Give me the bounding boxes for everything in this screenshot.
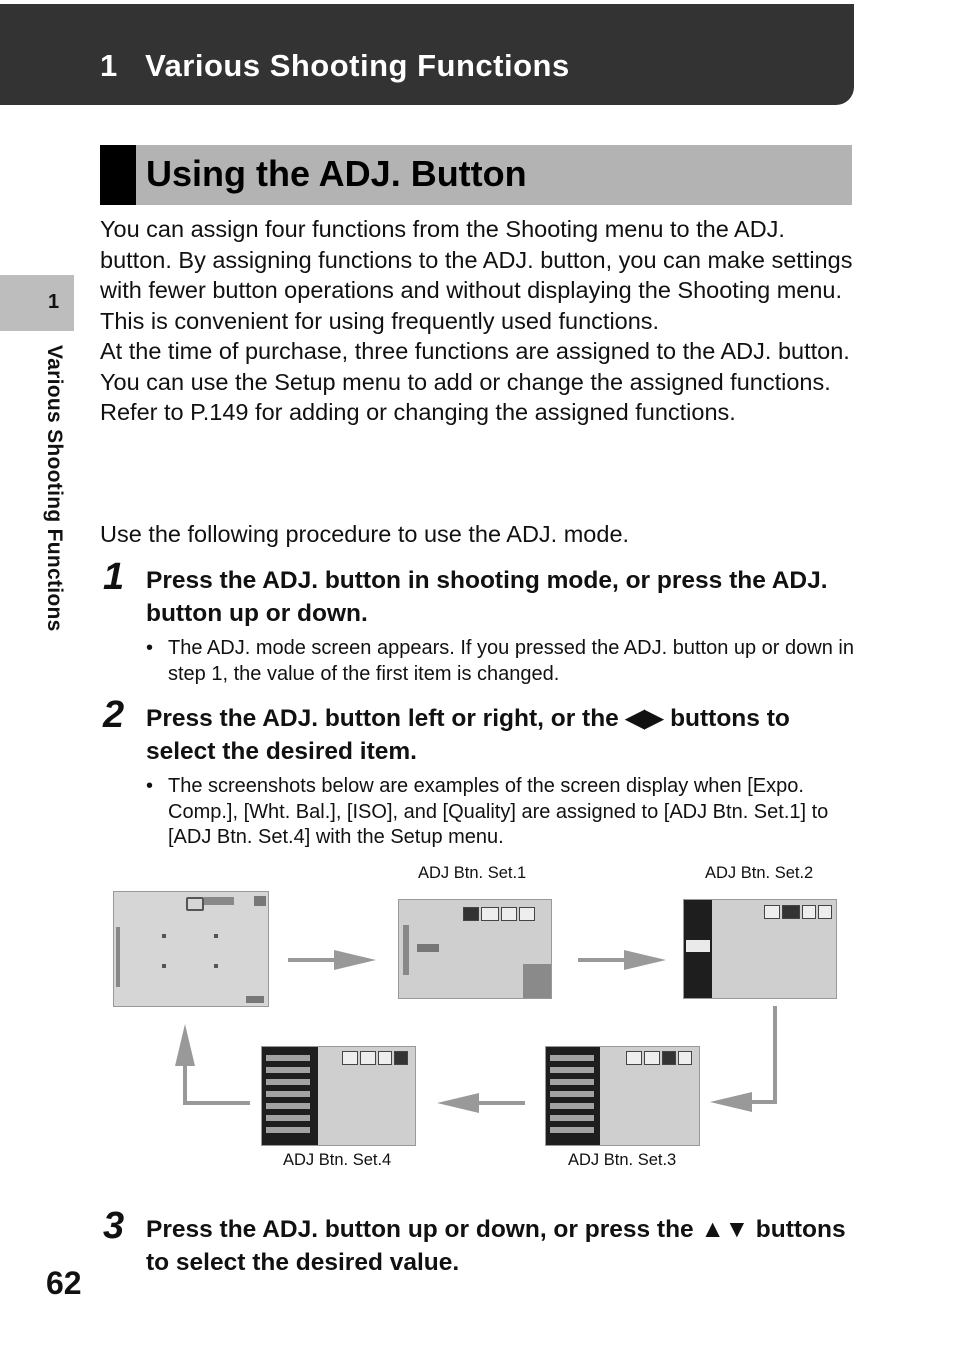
step-1-bullet: The ADJ. mode screen appears. If you pressed the ADJ. button up or down in step 1, the value of the first item is changed. [168, 637, 854, 685]
section-title: Using the ADJ. Button [146, 153, 527, 194]
caption-set-3: ADJ Btn. Set.3 [568, 1151, 677, 1169]
arrow-left [437, 1093, 525, 1113]
chapter-title: 1 Various Shooting Functions [100, 48, 570, 83]
step-3-text: Press the ADJ. button up or down, or press the ▲▼ buttons to select the desired value. [146, 1216, 846, 1276]
arrow-up [175, 1024, 250, 1103]
step-2-bullet: The screenshots below are examples of the screen display when [Expo. Comp.], [Wht. Bal.], [ISO], and [Quality] are assigned to [ADJ Btn. Set.1] to [ADJ Btn. Set.4] with the Setup menu. [168, 775, 829, 848]
step-2-number: 2 [103, 694, 125, 736]
page-number: 62 [46, 1265, 82, 1301]
procedure-intro: Use the following procedure to use the ADJ. mode. [100, 521, 630, 547]
caption-set-2: ADJ Btn. Set.2 [705, 864, 814, 882]
arrow-right-1 [288, 950, 376, 970]
intro-paragraph-2: At the time of purchase, three functions are assigned to the ADJ. button. You can use the Setup menu to add or change the assigned functions. Refer to P.149 for adding or changing the assigned functions. [100, 338, 850, 425]
bullet-icon: • [146, 775, 154, 797]
step-3-number: 3 [103, 1205, 125, 1247]
caption-set-1: ADJ Btn. Set.1 [418, 864, 527, 882]
intro-paragraph-1: You can assign four functions from the Shooting menu to the ADJ. button. By assigning functions to the ADJ. button, you can make settings with fewer button operations and without displaying the Shooting menu. This is convenient for using frequently used functions. [100, 216, 853, 334]
caption-set-4: ADJ Btn. Set.4 [283, 1151, 392, 1169]
step-2-text: Press the ADJ. button left or right, or the ◀▶ buttons to select the desired item. [146, 705, 790, 765]
step-1-number: 1 [103, 556, 125, 598]
arrow-right-2 [578, 950, 666, 970]
side-tab-label: Various Shooting Functions [43, 345, 66, 632]
arrow-down-left [710, 1006, 775, 1112]
bullet-icon: • [146, 637, 154, 659]
side-tab-number: 1 [48, 291, 60, 313]
step-1-text: Press the ADJ. button in shooting mode, or press the ADJ. button up or down. [146, 567, 828, 627]
